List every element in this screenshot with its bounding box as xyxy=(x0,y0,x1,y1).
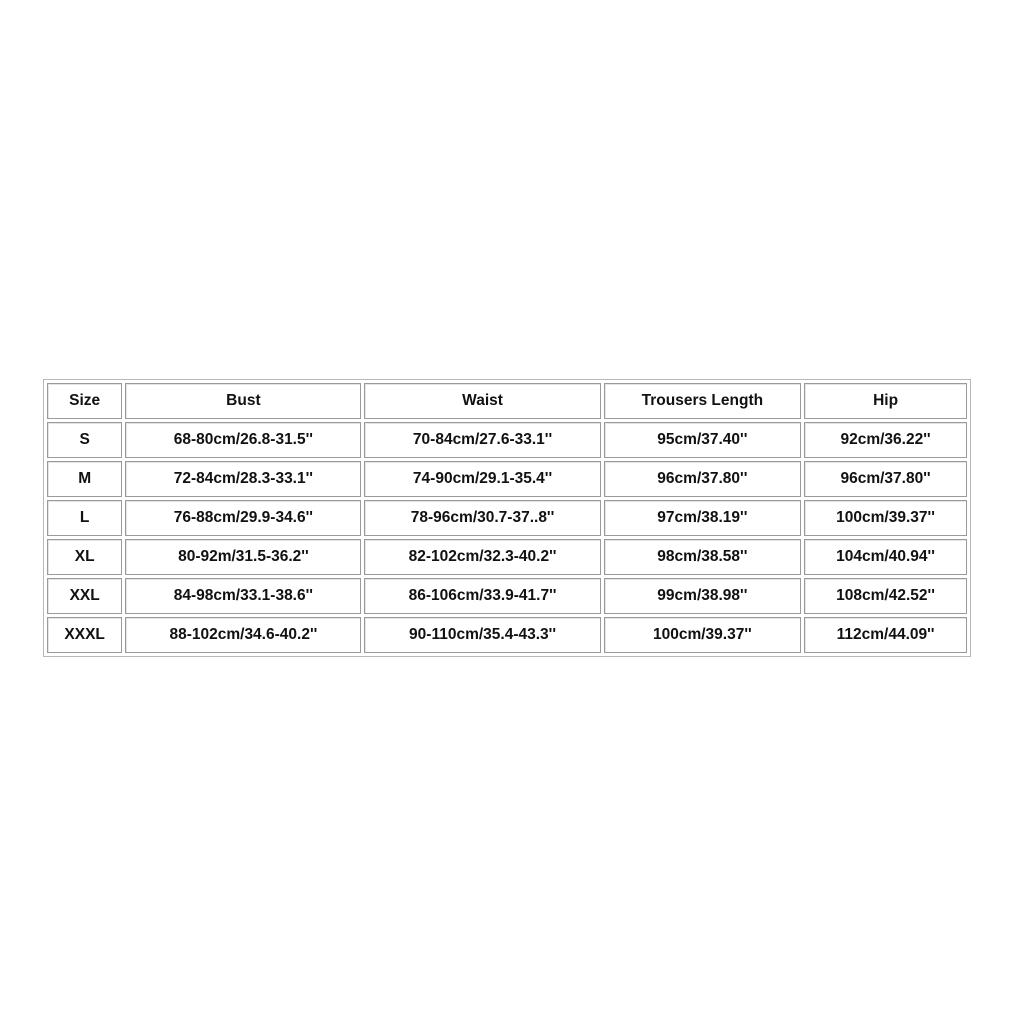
size-cell: XL xyxy=(47,539,122,575)
header-trousers-length: Trousers Length xyxy=(604,383,801,419)
table-row xyxy=(47,500,967,536)
waist-cell: 70-84cm/27.6-33.1'' xyxy=(364,422,600,458)
hip-cell: 104cm/40.94'' xyxy=(804,539,967,575)
size-cell: M xyxy=(47,461,122,497)
size-cell: XXL xyxy=(47,578,122,614)
table-row xyxy=(47,617,967,653)
size-cell: S xyxy=(47,422,122,458)
table-row xyxy=(47,461,967,497)
header-bust: Bust xyxy=(125,383,361,419)
waist-cell: 86-106cm/33.9-41.7'' xyxy=(364,578,600,614)
bust-cell: 80-92m/31.5-36.2'' xyxy=(125,539,361,575)
header-size: Size xyxy=(47,383,122,419)
hip-cell: 96cm/37.80'' xyxy=(804,461,967,497)
size-cell: L xyxy=(47,500,122,536)
waist-cell: 90-110cm/35.4-43.3'' xyxy=(364,617,600,653)
waist-cell: 82-102cm/32.3-40.2'' xyxy=(364,539,600,575)
header-waist: Waist xyxy=(364,383,600,419)
table-row xyxy=(47,422,967,458)
trousers-length-cell: 98cm/38.58'' xyxy=(604,539,801,575)
bust-cell: 68-80cm/26.8-31.5'' xyxy=(125,422,361,458)
waist-cell: 74-90cm/29.1-35.4'' xyxy=(364,461,600,497)
trousers-length-cell: 96cm/37.80'' xyxy=(604,461,801,497)
size-chart-table xyxy=(43,379,971,657)
waist-cell: 78-96cm/30.7-37..8'' xyxy=(364,500,600,536)
size-cell: XXXL xyxy=(47,617,122,653)
hip-cell: 112cm/44.09'' xyxy=(804,617,967,653)
bust-cell: 72-84cm/28.3-33.1'' xyxy=(125,461,361,497)
header-hip: Hip xyxy=(804,383,967,419)
table-row xyxy=(47,539,967,575)
hip-cell: 92cm/36.22'' xyxy=(804,422,967,458)
trousers-length-cell: 100cm/39.37'' xyxy=(604,617,801,653)
trousers-length-cell: 95cm/37.40'' xyxy=(604,422,801,458)
header-row xyxy=(47,383,967,419)
bust-cell: 88-102cm/34.6-40.2'' xyxy=(125,617,361,653)
hip-cell: 100cm/39.37'' xyxy=(804,500,967,536)
trousers-length-cell: 99cm/38.98'' xyxy=(604,578,801,614)
bust-cell: 76-88cm/29.9-34.6'' xyxy=(125,500,361,536)
table-row xyxy=(47,578,967,614)
trousers-length-cell: 97cm/38.19'' xyxy=(604,500,801,536)
hip-cell: 108cm/42.52'' xyxy=(804,578,967,614)
bust-cell: 84-98cm/33.1-38.6'' xyxy=(125,578,361,614)
